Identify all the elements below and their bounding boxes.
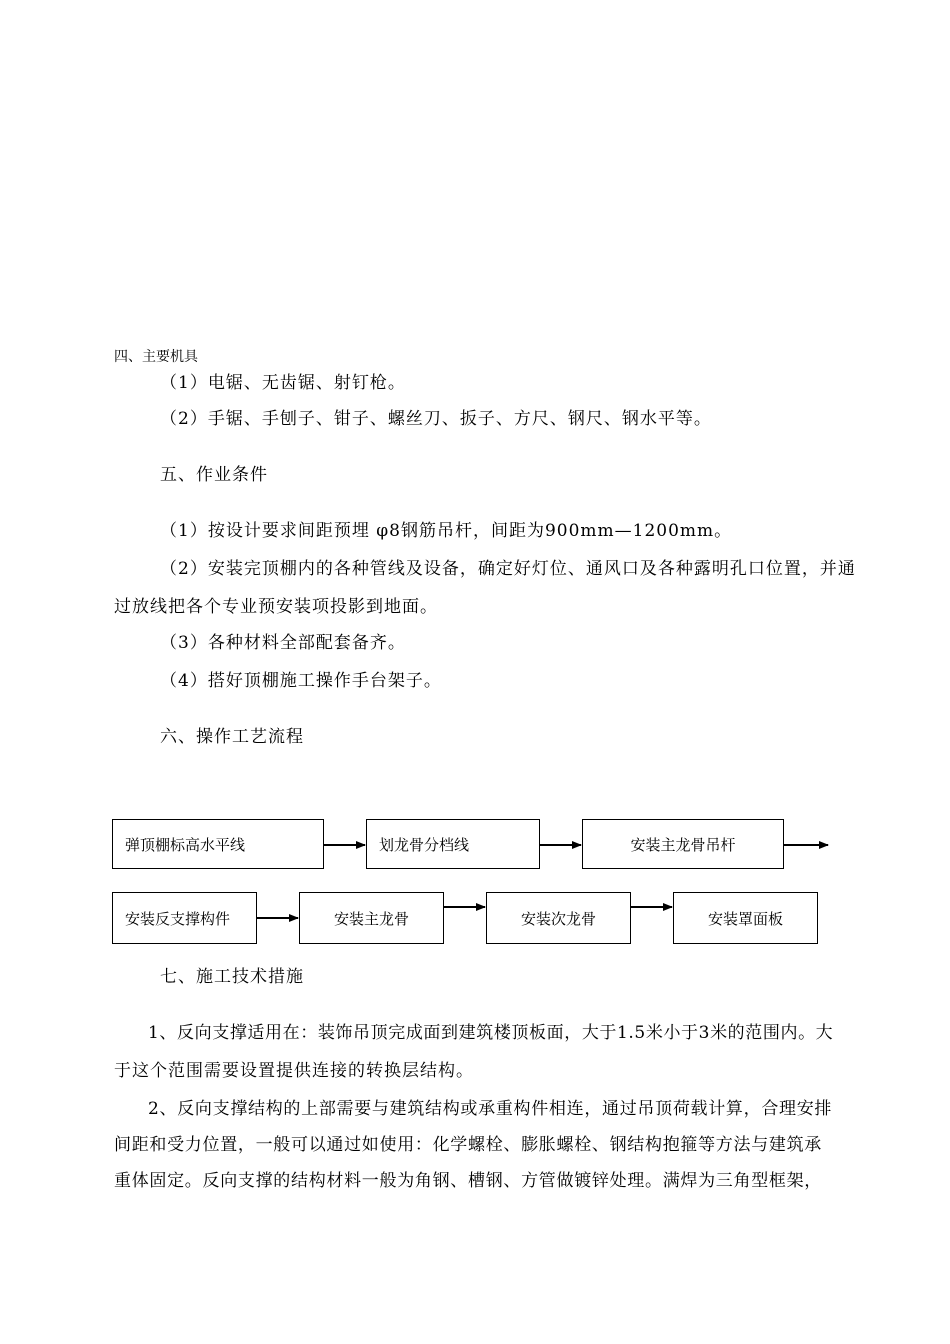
- section6-title: 六、操作工艺流程: [160, 727, 304, 747]
- flow-step-4-label: 安装反支撑构件: [125, 909, 231, 928]
- section7-line-3: 2、反向支撑结构的上部需要与建筑结构或承重构件相连，通过吊顶荷载计算，合理安排: [148, 1099, 833, 1119]
- section4-item-2: （2）手锯、手刨子、钳子、螺丝刀、扳子、方尺、钢尺、钢水平等。: [160, 409, 712, 429]
- section5-item-3: （3）各种材料全部配套备齐。: [160, 633, 406, 653]
- section7-line-5: 重体固定。反向支撑的结构材料一般为角钢、槽钢、方管做镀锌处理。满焊为三角型框架，: [114, 1171, 822, 1191]
- flow-step-7-label: 安装罩面板: [707, 909, 783, 928]
- section7-line-4: 间距和受力位置，一般可以通过如使用：化学螺栓、膨胀螺栓、钢结构抱箍等方法与建筑承: [114, 1135, 822, 1155]
- section4-item-1: （1）电锯、无齿锯、射钉枪。: [160, 373, 406, 393]
- flow-step-6-label: 安装次龙骨: [520, 909, 596, 928]
- section7-line-2: 于这个范围需要设置提供连接的转换层结构。: [114, 1061, 474, 1081]
- flow-step-5-label: 安装主龙骨: [333, 909, 409, 928]
- flow-step-2-label: 划龙骨分档线: [379, 835, 470, 854]
- section5-item-4: （4）搭好顶棚施工操作手台架子。: [160, 671, 442, 691]
- section7-title: 七、施工技术措施: [160, 967, 304, 987]
- section5-item-2-cont: 过放线把各个专业预安装项投影到地面。: [114, 597, 438, 617]
- section7-line-1: 1、反向支撑适用在：装饰吊顶完成面到建筑楼顶板面，大于1.5米小于3米的范围内。大: [148, 1023, 834, 1043]
- flow-step-1-label: 弹顶棚标高水平线: [125, 835, 246, 854]
- section5-title: 五、作业条件: [160, 465, 268, 485]
- section4-title: 四、主要机具: [114, 349, 198, 365]
- section5-item-2: （2）安装完顶棚内的各种管线及设备，确定好灯位、通风口及各种露明孔口位置，并通: [160, 559, 856, 579]
- flow-step-3-label: 安装主龙骨吊杆: [630, 835, 736, 854]
- section5-item-1: （1）按设计要求间距预埋 φ8钢筋吊杆，间距为900mm—1200mm。: [160, 521, 733, 541]
